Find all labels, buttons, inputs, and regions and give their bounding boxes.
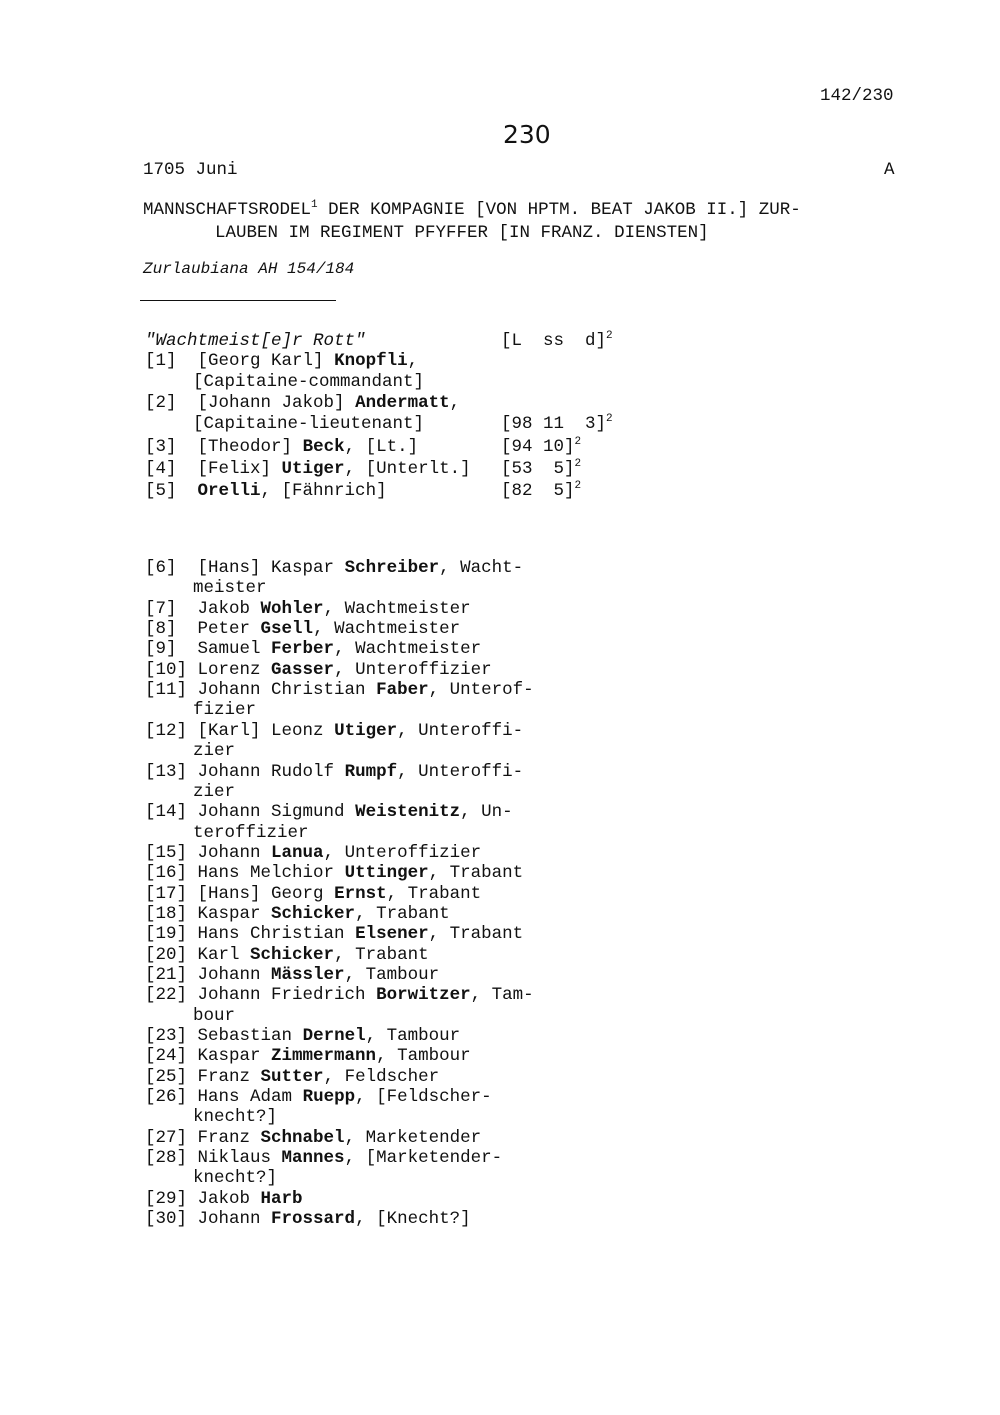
entry-surname: Ferber (271, 639, 335, 659)
entry-continuation (193, 782, 235, 802)
entry-amount (501, 459, 581, 479)
entry-surname: Frossard (271, 1209, 356, 1229)
entry-given-name: Niklaus (197, 1148, 282, 1168)
entry-role: , Tambour (376, 1046, 471, 1066)
entry-given-name: [Hans] Georg (197, 884, 335, 904)
roster-entry (145, 481, 387, 501)
entry-surname: Schnabel (260, 1128, 345, 1148)
entry-given-name: Sebastian (197, 1026, 303, 1046)
entry-surname: Borwitzer (376, 985, 471, 1005)
roster-entry (145, 904, 450, 924)
entry-role: , Unteroffi- (397, 721, 524, 741)
amount-value: [98 11 3] (501, 414, 607, 434)
entry-role: , Trabant (428, 863, 524, 883)
entry-number: [5] (145, 481, 188, 501)
entry-number: [12] (145, 721, 188, 741)
amount-footnote-marker: 2 (574, 436, 582, 448)
roster-entry (145, 1067, 439, 1087)
entry-continuation-text: [Capitaine-commandant] (193, 372, 425, 392)
entry-surname: Elsener (355, 924, 429, 944)
entry-surname: Harb (260, 1189, 303, 1209)
roster-entry (145, 1128, 481, 1148)
amount-footnote-marker: 2 (574, 480, 582, 492)
roster-entry (145, 965, 439, 985)
entry-surname: Weistenitz (355, 802, 461, 822)
entry-role: , Un- (460, 802, 513, 822)
entry-role: , (449, 393, 461, 413)
roster-entry (145, 558, 523, 578)
title-line-2: LAUBEN IM REGIMENT PFYFFER [IN FRANZ. DIENSTEN] (215, 223, 709, 243)
entry-surname: Schicker (250, 945, 335, 965)
entry-surname: Gasser (271, 660, 335, 680)
roster-entry (145, 863, 523, 883)
entry-role: , Trabant (334, 945, 429, 965)
roster-entry (145, 599, 471, 619)
entry-role: , [Marketender- (344, 1148, 503, 1168)
entry-number: [15] (145, 843, 188, 863)
series-letter: A (884, 160, 895, 180)
entry-role: , [Unterlt.] (344, 459, 471, 479)
roster-entry (145, 1087, 492, 1107)
entry-given-name: Hans Christian (197, 924, 356, 944)
entry-number: [30] (145, 1209, 188, 1229)
entry-number: [10] (145, 660, 188, 680)
entry-surname: Mannes (281, 1148, 345, 1168)
entry-role: , Wachtmeister (313, 619, 461, 639)
roster-entry (145, 945, 429, 965)
amount-footnote-marker: 2 (574, 458, 582, 470)
entry-surname: Ernst (334, 884, 387, 904)
entry-surname: Faber (376, 680, 429, 700)
roster-entry (145, 762, 523, 782)
entry-surname: Zimmermann (271, 1046, 377, 1066)
entry-surname: Schreiber (344, 558, 440, 578)
title-text-start: MANNSCHAFTSRODEL (143, 200, 312, 220)
entry-number: [4] (145, 459, 188, 479)
entry-continuation (193, 823, 309, 843)
amount-footnote-marker: 2 (606, 413, 613, 425)
entry-surname: Utiger (334, 721, 398, 741)
entry-given-name: Jakob (197, 1189, 261, 1209)
entry-role: , Wachtmeister (323, 599, 471, 619)
entry-role: , [Knecht?] (355, 1209, 471, 1229)
roster-entry (145, 924, 523, 944)
entry-role: , Feldscher (323, 1067, 440, 1087)
entry-given-name: Kaspar (197, 904, 272, 924)
entry-role: , Tam- (470, 985, 534, 1005)
entry-surname: Lanua (271, 843, 324, 863)
rott-heading: "Wachtmeist[e]r Rott" (145, 331, 366, 351)
entry-role: , Unteroffizier (334, 660, 492, 680)
entry-number: [11] (145, 680, 188, 700)
entry-continuation (193, 700, 256, 720)
amount-value: [94 10] (501, 437, 575, 457)
section-divider (140, 300, 336, 301)
entry-given-name: Johann Rudolf (197, 762, 345, 782)
entry-number: [17] (145, 884, 188, 904)
roster-entry (145, 680, 534, 700)
entry-number: [18] (145, 904, 188, 924)
entry-role: , (407, 351, 419, 371)
roster-entry (145, 1148, 502, 1168)
archival-source: Zurlaubiana AH 154/184 (143, 260, 355, 278)
entry-number: [1] (145, 351, 188, 371)
entry-surname: Beck (302, 437, 345, 457)
entry-surname: Uttinger (344, 863, 429, 883)
entry-surname: Rumpf (344, 762, 398, 782)
entry-continuation-text: knecht?] (193, 1168, 278, 1188)
lsd-header-text: [L ss d] (501, 331, 607, 351)
entry-role: , Trabant (428, 924, 524, 944)
entry-continuation-text: teroffizier (193, 823, 309, 843)
entry-continuation (193, 1168, 277, 1188)
entry-role: , Trabant (355, 904, 450, 924)
entry-given-name: Franz (197, 1128, 261, 1148)
entry-number: [21] (145, 965, 188, 985)
roster-entry (145, 639, 481, 659)
roster-entry (145, 459, 471, 479)
entry-given-name: Peter (197, 619, 261, 639)
entry-given-name: [Johann Jakob] (197, 393, 356, 413)
entry-role: , Wachtmeister (334, 639, 482, 659)
entry-surname: Ruepp (302, 1087, 356, 1107)
entry-surname: Dernel (302, 1026, 366, 1046)
entry-number: [28] (145, 1148, 188, 1168)
entry-role: , [Fähnrich] (260, 481, 387, 501)
entry-number: [7] (145, 599, 188, 619)
entry-given-name: Franz (197, 1067, 261, 1087)
entry-given-name: [Karl] Leonz (197, 721, 335, 741)
entry-given-name: Johann (197, 843, 272, 863)
title-text-end: DER KOMPAGNIE [VON HPTM. BEAT JAKOB II.] ZUR- (317, 200, 801, 220)
entry-surname: Andermatt (355, 393, 450, 413)
entry-continuation (193, 414, 424, 434)
entry-number: [8] (145, 619, 188, 639)
entry-given-name: Johann Sigmund (197, 802, 356, 822)
entry-role: , [Lt.] (344, 437, 419, 457)
entry-continuation (193, 372, 424, 392)
entry-given-name: Johann (197, 1209, 272, 1229)
entry-continuation (193, 1107, 277, 1127)
entry-given-name: Jakob (197, 599, 261, 619)
entry-given-name: Lorenz (197, 660, 272, 680)
entry-amount (501, 481, 581, 501)
entry-number: [3] (145, 437, 188, 457)
entry-number: [16] (145, 863, 188, 883)
entry-role: , Trabant (386, 884, 482, 904)
entry-given-name: [Hans] Kaspar (197, 558, 345, 578)
entry-continuation-text: zier (193, 782, 236, 802)
roster-entry (145, 843, 481, 863)
entry-role: , Marketender (344, 1128, 482, 1148)
entry-role: , Wacht- (439, 558, 524, 578)
entry-given-name: Kaspar (197, 1046, 272, 1066)
entry-role: , Tambour (365, 1026, 461, 1046)
entry-continuation (193, 578, 267, 598)
entry-continuation (193, 1006, 235, 1026)
entry-number: [29] (145, 1189, 188, 1209)
entry-number: [27] (145, 1128, 188, 1148)
roster-entry (145, 985, 534, 1005)
entry-role: , Unteroffizier (323, 843, 482, 863)
entry-number: [22] (145, 985, 188, 1005)
entry-given-name: [Georg Karl] (197, 351, 335, 371)
roster-entry (145, 721, 523, 741)
roster-entry (145, 351, 418, 371)
entry-given-name: Samuel (197, 639, 272, 659)
entry-number: [23] (145, 1026, 188, 1046)
entry-given-name: Johann Christian (197, 680, 377, 700)
entry-amount (501, 414, 613, 434)
document-number: 230 (503, 120, 551, 149)
amount-value: [82 5] (501, 481, 575, 501)
entry-surname: Knopfli (334, 351, 408, 371)
entry-continuation-text: [Capitaine-lieutenant] (193, 414, 425, 434)
roster-entry (145, 1026, 460, 1046)
entry-surname: Orelli (197, 481, 261, 501)
entry-continuation-text: knecht?] (193, 1107, 278, 1127)
entry-given-name: Hans Adam (197, 1087, 303, 1107)
entry-surname: Sutter (260, 1067, 324, 1087)
entry-role: , [Feldscher- (355, 1087, 492, 1107)
page-reference: 142/230 (820, 86, 894, 106)
entry-surname: Wohler (260, 599, 324, 619)
roster-entry (145, 884, 481, 904)
entry-continuation-text: fizier (193, 700, 257, 720)
entry-given-name: [Theodor] (197, 437, 303, 457)
entry-given-name: Johann Friedrich (197, 985, 377, 1005)
entry-role: , Tambour (344, 965, 440, 985)
entry-surname: Utiger (281, 459, 345, 479)
entry-given-name: [Felix] (197, 459, 282, 479)
entry-number: [26] (145, 1087, 188, 1107)
entry-number: [20] (145, 945, 188, 965)
title-footnote-marker: 1 (311, 199, 318, 211)
entry-amount (501, 437, 581, 457)
roster-entry (145, 437, 418, 457)
roster-entry (145, 1209, 471, 1229)
entry-role: , Unteroffi- (397, 762, 524, 782)
entry-number: [13] (145, 762, 188, 782)
entry-given-name: Johann (197, 965, 272, 985)
entry-number: [25] (145, 1067, 188, 1087)
entry-number: [19] (145, 924, 188, 944)
entry-given-name: Hans Melchior (197, 863, 345, 883)
entry-surname: Schicker (271, 904, 356, 924)
entry-number: [24] (145, 1046, 188, 1066)
entry-number: [14] (145, 802, 188, 822)
lsd-footnote-marker: 2 (606, 330, 613, 342)
lsd-column-header (501, 331, 613, 351)
entry-continuation-text: bour (193, 1006, 236, 1026)
entry-number: [6] (145, 558, 188, 578)
roster-entry (145, 393, 460, 413)
entry-surname: Gsell (260, 619, 314, 639)
roster-entry (145, 1189, 303, 1209)
entry-role: , Unterof- (428, 680, 534, 700)
entry-continuation-text: zier (193, 741, 236, 761)
roster-entry (145, 1046, 471, 1066)
entry-continuation-text: meister (193, 578, 267, 598)
entry-number: [2] (145, 393, 188, 413)
roster-entry (145, 802, 513, 822)
document-date: 1705 Juni (143, 160, 238, 180)
roster-entry (145, 619, 460, 639)
roster-entry (145, 660, 492, 680)
entry-given-name: Karl (197, 945, 251, 965)
entry-continuation (193, 741, 235, 761)
amount-value: [53 5] (501, 459, 575, 479)
entry-surname: Mässler (271, 965, 345, 985)
entry-number: [9] (145, 639, 188, 659)
document-title (143, 199, 903, 245)
